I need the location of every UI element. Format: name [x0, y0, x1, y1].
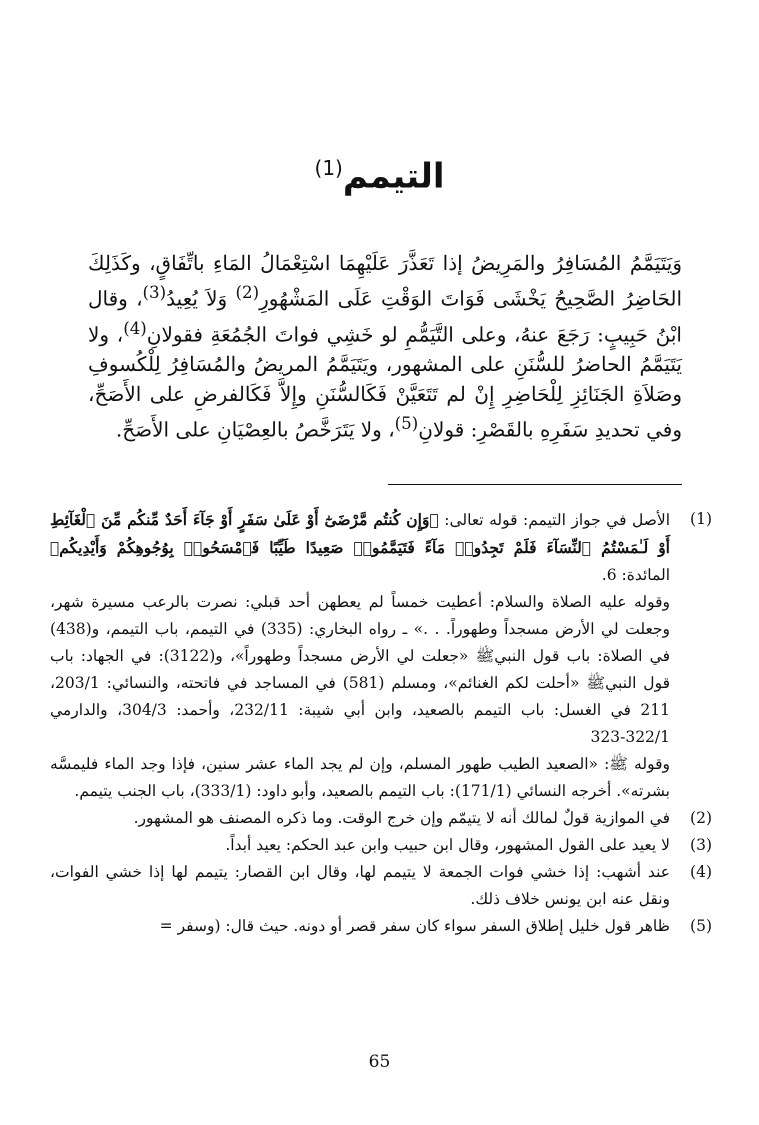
footnote-1-para-3: وقوله ﷺ: «الصعيد الطيب طهور المسلم، وإن لم يجد الماء عشر سنين، فإذا وجد الماء فليمسَّه بشرته». أخرجه النسائي (171/1): باب التيمم بالصعيد، وأبو داود: (333/1)، باب الجنب يتيمم. [50, 755, 670, 800]
quran-verse: ﴿وَإِن كُنتُم مَّرْضَىٰٓ أَوْ عَلَىٰ سَفَرٍ أَوْ جَآءَ أَحَدٌ مِّنكُم مِّنَ ٱلْغَآئِطِ أَوْ لَـٰمَسْتُمُ ٱلنِّسَآءَ فَلَمْ تَجِدُوا۟ مَآءً فَتَيَمَّمُوا۟ صَعِيدًا طَيِّبًا فَٱمْسَحُوا۟ بِوُجُوهِكُمْ وَأَيْدِيكُم﴾ [50, 510, 670, 557]
footnote-ref-5: (5) [394, 414, 419, 434]
main-text-part-4: ، ولا يَتَيَمَّمُ الحاضرُ للسُّنَنِ على المشهور، ويَتَيَمَّمُ المريضُ والمُسَافِرُ لِلْكُسوفِ وصَلاَةِ الجَنَائِزِ لِلْحَاضِرِ إِنْ لم تَتَعَيَّنْ فَكَالسُّنَنِ وإِلاَّ فَكَالفرضِ على الأَصَحِّ، وفي تحديدِ سَفَرِهِ بالقَصْرِ: قولانِ [88, 322, 682, 442]
main-text-part-3: ، وقال ابْنُ حَبِيبٍ: رَجَعَ عنهُ، وعلى التَّيَمُّمِ لو خَشِي فواتَ الجُمُعَةِ فقولانِ [88, 286, 682, 347]
footnote-4 [50, 859, 712, 913]
footnote-number: (2) [690, 809, 712, 827]
footnote-body: عند أشهب: إذا خشي فوات الجمعة لا يتيمم لها، وقال ابن القصار: يتيمم لها إذا خشي الفوات، ونقل عنه ابن يونس خلاف ذلك. [50, 863, 670, 908]
footnote-body: ظاهر قول خليل إطلاق السفر سواء كان سفر قصر أو دونه. حيث قال: (وسفر = [159, 917, 670, 935]
footnote-number: (1) [690, 510, 712, 528]
chapter-title-footnote-ref: (1) [314, 156, 343, 180]
main-paragraph [88, 248, 682, 445]
page-number: 65 [368, 1052, 391, 1072]
main-text-part-2: وَلاَ يُعِيدُ [166, 286, 236, 311]
footnote-2 [50, 805, 712, 832]
footnote-1-surah-ref: المائدة: 6. [601, 566, 670, 584]
footnote-1-intro: الأصل في جواز التيمم: قوله تعالى: [438, 511, 671, 529]
footnote-number: (5) [690, 917, 712, 935]
footnote-body: لا يعيد على القول المشهور، وقال ابن حبيب وابن عبد الحكم: يعيد أبداً. [225, 836, 670, 854]
footnote-ref-3: (3) [142, 283, 167, 302]
footnote-ref-4: (4) [123, 318, 147, 338]
footnotes [50, 506, 712, 940]
main-text [88, 248, 682, 445]
footnote-body: في الموازية قولٌ لمالك أنه لا يتيمّم وإن خرج الوقت. وما ذكره المصنف هو المشهور. [133, 809, 670, 827]
main-text-part-5: ، ولا يَتَرَخَّصُ بالعِصْيَانِ على الأَصَحِّ. [115, 417, 395, 442]
footnote-separator [388, 484, 682, 485]
chapter-title-text: التيمم [342, 156, 445, 197]
footnote-1-para-2: وقوله عليه الصلاة والسلام: أعطيت خمساً لم يعطهن أحد قبلي: نصرت بالرعب مسيرة شهر، وجعلت لي الأرض مسجداً وطهوراً. . .» ـ رواه البخاري: (335) في التيمم، باب التيمم، و(438) في الصلاة: باب قول النبيﷺ «جعلت لي الأرض مسجداً وطهوراً»، و(3122): في الجهاد: باب قول النبيﷺ «أحلت لكم الغنائم»، ومسلم (581) في المساجد في فاتحته، والنسائي: 203/1، 211 في الغسل: باب التيمم بالصعيد، وابن أبي شيبة: 232/11، وأحمد: 304/3، والدارمي 322/1-323 [50, 593, 670, 746]
footnote-1-para-1 [50, 506, 670, 589]
footnote-1 [50, 506, 712, 805]
footnote-ref-2: (2) [235, 283, 260, 302]
footnote-body [50, 506, 670, 805]
footnote-5 [50, 913, 712, 940]
footnote-3 [50, 832, 712, 859]
footnote-number: (3) [690, 836, 712, 854]
main-text-part-1: وَيَتَيَمَّمُ المُسَافِرُ والمَرِيضُ إذا تَعَذَّرَ عَلَيْهِمَا اسْتِعْمَالُ المَاءِ باتِّفَاقٍ، وكَذَلِكَ الحَاضِرُ الصَّحِيحُ يَخْشَى فَوَاتَ الوَقْتِ عَلَى المَشْهُورِ [88, 251, 683, 311]
footnote-number: (4) [690, 863, 712, 881]
chapter-title [0, 138, 759, 206]
